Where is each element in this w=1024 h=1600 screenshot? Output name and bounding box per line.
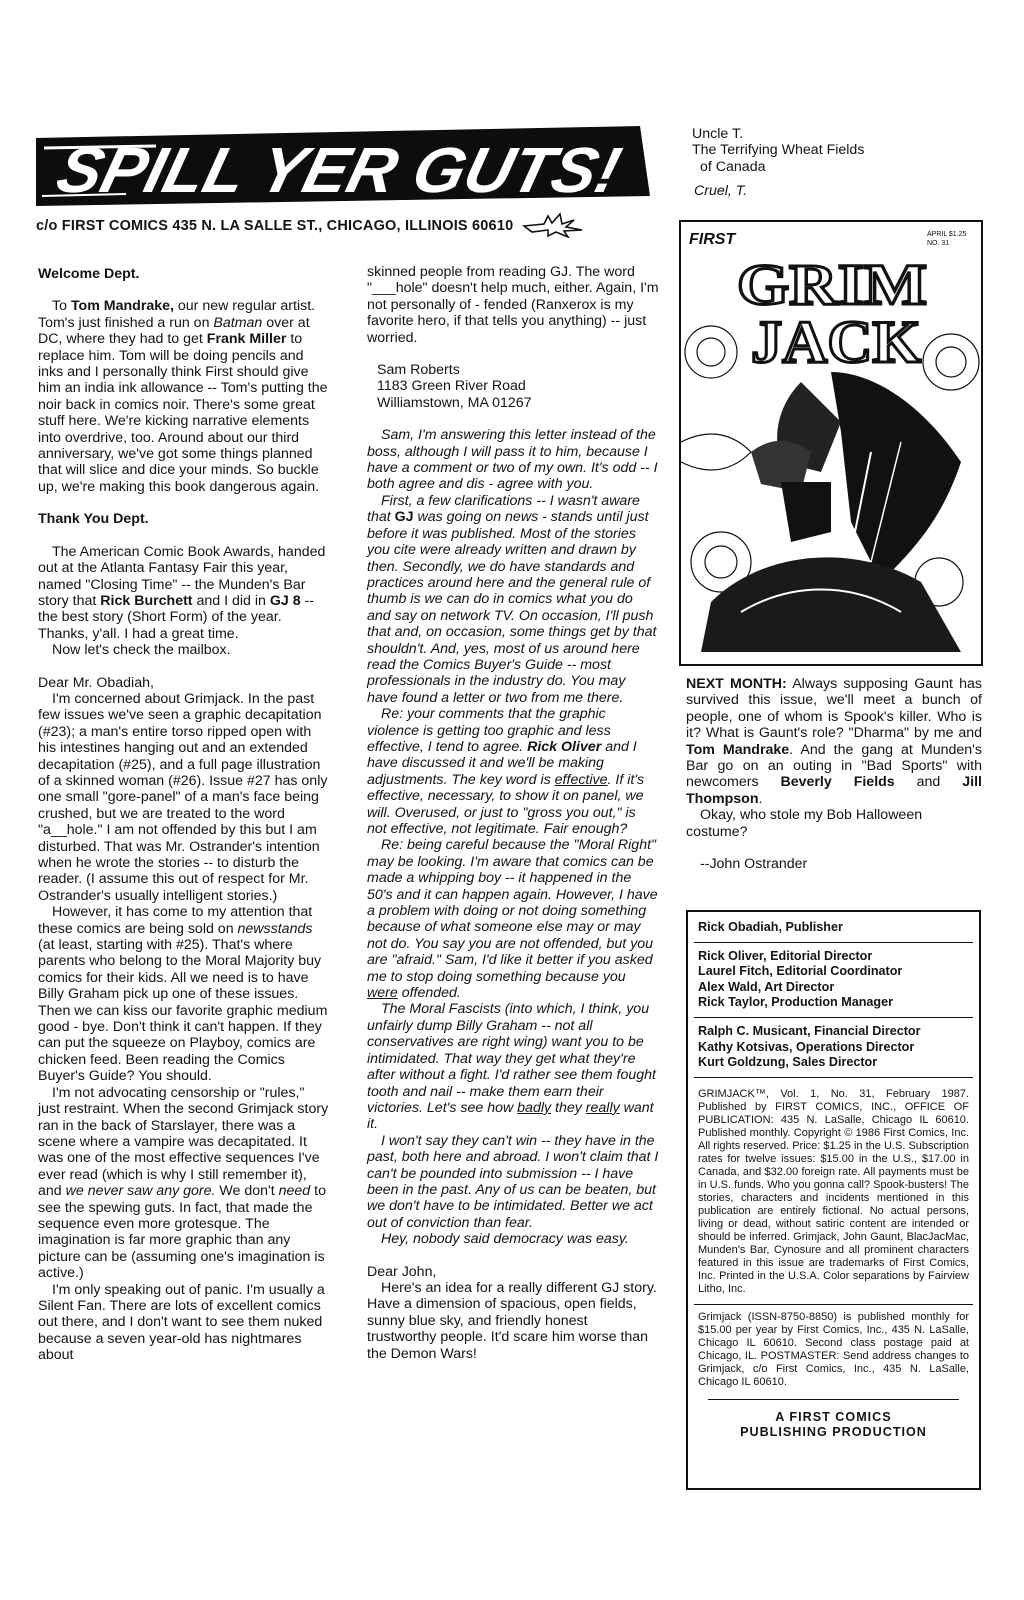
- letter-salutation: Dear John,: [367, 1263, 437, 1280]
- letter-salutation: Dear Mr. Obadiah,: [38, 674, 154, 691]
- thanks-paragraph: The American Comic Book Awards, handed out at the Atlanta Fantasy Fair this year, named "Closing Time" -- the Munden's Bar story that Rick Burchett and I did in GJ 8 -- the best story (Short Form) of the year. Thanks, y'all. I had a great time.: [38, 543, 326, 642]
- mailbox-line: Now let's check the mailbox.: [52, 642, 231, 659]
- letter-paragraph: I'm only speaking out of panic. I'm usually a Silent Fan. There are lots of excellent comics out there, and I don't want to see them nuked because a seven year-old has nightmares about: [38, 1281, 325, 1364]
- staff-indicia-box: [686, 910, 981, 1490]
- cover-publisher-logo: FIRST: [689, 231, 736, 248]
- signature-line: The Terrifying Wheat Fields: [692, 142, 865, 159]
- sender-city: Williamstown, MA 01267: [377, 394, 532, 411]
- indicia-text: GRIMJACK™, Vol. 1, No. 31, February 1987. Published by FIRST COMICS, INC., OFFICE OF PUBLICATION: 435 N. LaSalle, Chicago IL 60610. Published monthly. Copyright © 1986 First Comics, Inc. All rights reserved. Price: $1.25 in the U.S. Subscription rates for twelve issues: $15.00 in the U.S., $17.00 in Canada, and $32.00 foreign rate. All payments must be in U.S. funds. Who you gonna call? Spook-busters! The stories, characters and incidents mentioned in this publication are entirely fictional. No actual persons, living or dead, without satiric content are intended or should be inferred. Grimjack, John Gaunt, BlacJacMac, Munden's Bar, Cynosure and all prominent characters featured in this issue are trademarks of First Comics, Inc. Printed in the U.S.A. Color separations by Fairview Litho, Inc.: [698, 1087, 969, 1295]
- next-month-closing: Okay, who stole my Bob Halloween costume?: [686, 807, 923, 840]
- letter-paragraph: skinned people from reading GJ. The word "___hole" doesn't help much, either. Again, I'm not personally of - fended (Ranxerox is my favorite hero, if that tells you anything) -- just worried.: [367, 264, 659, 346]
- editor-reply: [367, 427, 659, 1247]
- reply-paragraph: I won't say they can't win -- they have in the past, both here and abroad. I won't claim that I can't be pounded into submission -- I have been in the past. Any of us can be beaten, but we don't have to be intimidated. Better we act out of conviction than fear.: [367, 1132, 659, 1231]
- staff-publisher: [688, 912, 979, 936]
- staff-credit: Ralph C. Musicant, Financial Director: [698, 1023, 921, 1038]
- tagline-line: PUBLISHING PRODUCTION: [740, 1424, 927, 1439]
- column-middle: [367, 264, 659, 1362]
- grimjack-cover-image: [679, 220, 983, 666]
- staff-credit: Kurt Goldzung, Sales Director: [698, 1055, 878, 1070]
- reply-signature: Cruel, T.: [694, 183, 748, 200]
- reply-paragraph: Re: being careful because the "Moral Right" may be looking. I'm aware that comics can be made a whipping boy -- it happened in the 50's and it can happen again. However, I have a problem with doing or not doing something because of what someone else may or may not do. You say you are not offended, but you are "afraid." Sam, I'd like it better if you asked me to stop doing something because you were offended.: [367, 837, 658, 1002]
- welcome-paragraph: To Tom Mandrake, our new regular artist. Tom's just finished a run on Batman over at DC, where they had to get Frank Miller to replace him. Tom will be doing pencils and inks and I personally think First should give him an india ink allowance -- Tom's putting the noir back in comics noir. There's some great stuff here. We're kicking narrative elements into overdrive, too. Around about our third anniversary, we've got some things planned that will slice and dice your minds. So buckle up, we're making this book dangerous again.: [38, 298, 328, 495]
- spill-yer-guts-logo: [36, 126, 650, 210]
- staff-credit: Rick Taylor, Production Manager: [698, 995, 894, 1010]
- reply-paragraph: First, a few clarifications -- I wasn't aware that GJ was going on news - stands until just before it was published. Most of the stories you cite were already written and drawn by then. Secondly, we do have standards and practices around here and the general rule of thumb is we can do in comics what you do and say on network TV. On occasion, I'll push that and, on occasion, some things get by that shouldn't. And, yes, most of us around here read the Comics Buyer's Guide -- most professionals in the industry do. You may have found a letter or two from me there.: [367, 492, 657, 706]
- cover-title-grim: GRIM: [737, 252, 927, 317]
- address-text: c/o FIRST COMICS 435 N. LA SALLE ST., CHICAGO, ILLINOIS 60610: [36, 218, 514, 234]
- reply-paragraph: The Moral Fascists (into which, I think, you unfairly dump Billy Graham -- not all conservatives are right wing) want you to be intimidated. That way they get what they're after without a fight. I'd rather see them fought tooth and nail -- make them earn their victories. Let's see how badly they really want it.: [367, 1001, 656, 1133]
- cover-title-jack: JACK: [751, 309, 922, 375]
- welcome-heading: Welcome Dept.: [38, 266, 140, 282]
- sender-street: 1183 Green River Road: [377, 378, 526, 395]
- staff-credit: Rick Oliver, Editorial Director: [698, 948, 873, 963]
- letter-paragraph: However, it has come to my attention that these comics are being sold on newsstands (at least, starting with #25). That's where parents who belong to the Moral Majority buy comics for their kids. All we need is to have Billy Graham pick up one of these issues. Then we can kiss our favorite graphic medium good - bye. Don't think it can't happen. If they can put the squeeze on Playboy, comics are chicken feed. Been reading the Comics Buyer's Guide? You should.: [38, 904, 328, 1085]
- letter-paragraph: Here's an idea for a really different GJ story. Have a dimension of spacious, open fields, sunny blue sky, and friendly honest trustworthy people. It'd scare him worse than the Demon Wars!: [367, 1279, 657, 1362]
- column-left: [38, 266, 330, 1364]
- publisher-credit: Rick Obadiah, Publisher: [698, 920, 843, 934]
- publishing-tagline: [688, 1410, 979, 1440]
- staff-credit: Laurel Fitch, Editorial Coordinator: [698, 964, 903, 979]
- cover-price: APRIL $1.25: [927, 231, 967, 238]
- reply-paragraph: Sam, I'm answering this letter instead of the boss, although I will pass it to him, because I have a comment or two of my own. It's odd -- I both agree and dis - agree with you.: [367, 427, 658, 493]
- masthead-address: [36, 212, 650, 234]
- staff-credit: Kathy Kotsivas, Operations Director: [698, 1039, 915, 1054]
- staff-editorial: [688, 949, 979, 1011]
- staff-credit: Alex Wald, Art Director: [698, 979, 835, 994]
- reply-paragraph: Re: your comments that the graphic violence is getting too graphic and less effective, I tend to agree. Rick Oliver and I have discussed it and we'll be making adjustments. The key word is effective. If it's effective, necessary, to show it on panel, we will. Overused, or just to "gross you out," is not effective, not legitimate. Fair enough?: [367, 706, 645, 837]
- postal-statement: Grimjack (ISSN-8750-8850) is published monthly for $15.00 per year by First Comics, Inc., 435 N. LaSalle, Chicago IL 60610. Second class postage paid at Chicago, IL. POSTMASTER: Send address changes to Grimjack, c/o First Comics, Inc., 435 N. LaSalle, Chicago IL 60610.: [698, 1310, 969, 1388]
- column-right: [688, 126, 980, 200]
- next-month-paragraph: NEXT MONTH: Always supposing Gaunt has survived this issue, we'll meet a bunch of people, one of whom is Spook's killer. Who is it? What is Gaunt's role? "Dharma" by me and Tom Mandrake. And the gang at Munden's Bar go on an outing in "Bad Sports" with newcomers Beverly Fields and Jill Thompson.: [686, 676, 982, 807]
- thanks-heading: Thank You Dept.: [38, 511, 149, 528]
- letter-paragraph: I'm concerned about Grimjack. In the past few issues we've seen a graphic decapitation (#23); a man's entire torso ripped open with his intestines hanging out and an extended decapitation (#25), and a full page illustration of a skinned woman (#26). Issue #27 has only one small "gore-panel" of a man's face being crushed, but we are treated to the word "a__hole." I am not offended by this but I am disturbed. That was Mr. Ostrander's intention when he wrote the stories -- to disturb the reader. (I assume this out of respect for Mr. Ostrander's usually intelligent stories.): [38, 690, 328, 904]
- cover-issue: NO. 31: [927, 240, 950, 247]
- staff-business: [688, 1024, 979, 1071]
- logo-lettering: SPILL YER GUTS!: [50, 133, 614, 206]
- next-month-blurb: [686, 676, 982, 872]
- author-signoff: --John Ostrander: [700, 856, 808, 873]
- signature-line: Uncle T.: [692, 126, 743, 142]
- signature-line: of Canada: [700, 158, 766, 175]
- letter-paragraph: I'm not advocating censorship or "rules," just restraint. When the second Grimjack story ran in the back of Starslayer, there was a scene where a vampire was decapitated. It was one of the most effective sequences I've ever read (which is why I still remember it), and we never saw any gore. We don't need to see the spewing guts. In fact, that made the sequence even more grotesque. The imagination is far more graphic than any picture can be (assuming one's imagination is active.): [38, 1084, 329, 1282]
- splat-icon: [522, 212, 592, 238]
- sender-name: Sam Roberts: [377, 362, 460, 379]
- reply-paragraph: Hey, nobody said democracy was easy.: [381, 1231, 629, 1248]
- tagline-line: A FIRST COMICS: [775, 1409, 892, 1424]
- sender-address: [367, 362, 659, 411]
- cover-art: [681, 222, 981, 664]
